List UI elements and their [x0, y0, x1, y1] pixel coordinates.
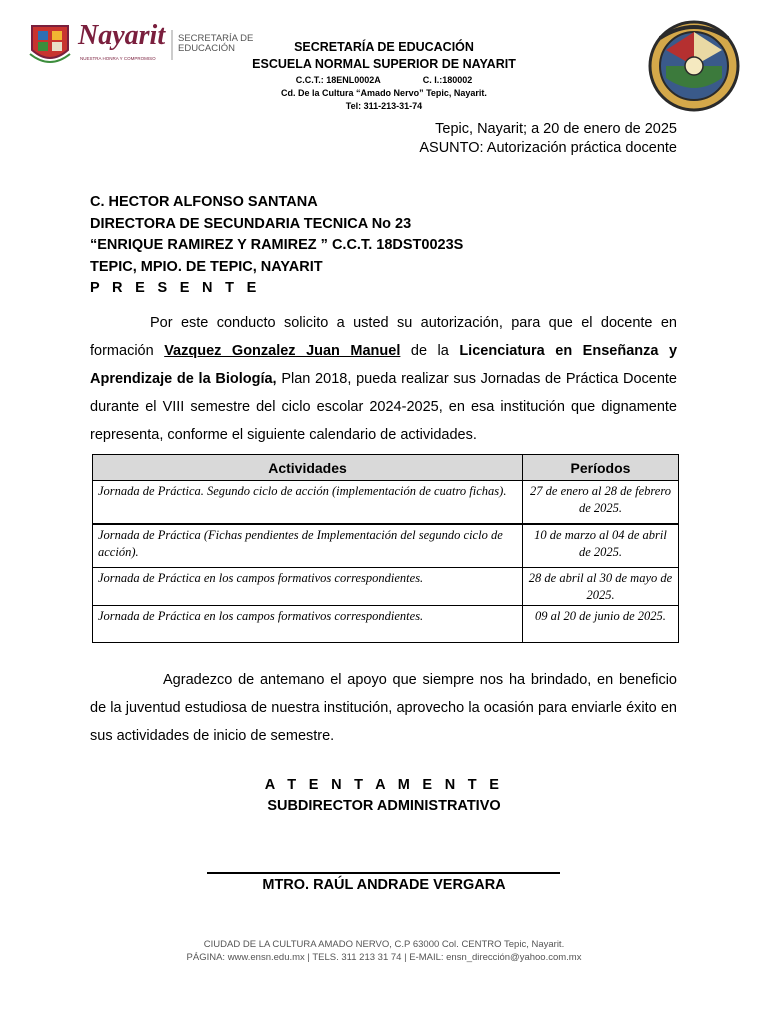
activities-table [92, 454, 679, 643]
activity-cell: Jornada de Práctica en los campos formativos correspondientes. [93, 606, 523, 643]
header-secretaria: SECRETARÍA DE EDUCACIÓN [294, 40, 474, 54]
student-name: Vazquez Gonzalez Juan Manuel [164, 343, 401, 359]
subject-line: ASUNTO: Autorización práctica docente [419, 140, 677, 156]
header-activities: Actividades [93, 455, 523, 481]
recipient-block [90, 192, 463, 300]
period-cell: 27 de enero al 28 de febrero de 2025. [523, 481, 679, 525]
signer-title: SUBDIRECTOR ADMINISTRATIVO [267, 798, 501, 814]
period-cell: 09 al 20 de junio de 2025. [523, 606, 679, 643]
atentamente-label: A T E N T A M E N T E [264, 777, 504, 793]
table-row [93, 524, 679, 568]
table-header-row [93, 455, 679, 481]
nayarit-tagline: NUESTRA HONRA Y COMPROMISO [80, 56, 156, 61]
signature-line [207, 872, 560, 874]
activity-cell: Jornada de Práctica. Segundo ciclo de acción (implementación de cuatro fichas). [93, 481, 523, 525]
recipient-school: “ENRIQUE RAMIREZ Y RAMIREZ ” C.C.T. 18DST0023S [90, 237, 464, 253]
nayarit-wordmark: Nayarit [78, 20, 166, 51]
ci-code: C. I.:180002 [422, 75, 473, 85]
header-school-name: ESCUELA NORMAL SUPERIOR DE NAYARIT [252, 57, 516, 71]
department-label-2: EDUCACIÓN [178, 43, 236, 54]
paragraph-text-2: de la [400, 343, 460, 359]
header-address: Cd. De la Cultura “Amado Nervo” Tepic, Nayarit. [281, 88, 487, 98]
cct-code: C.C.T.: 18ENL0002A [295, 75, 381, 85]
recipient-location: TEPIC, MPIO. DE TEPIC, NAYARIT [90, 258, 323, 275]
header-codes [0, 75, 768, 85]
table-row [93, 606, 679, 643]
header-periods: Períodos [523, 455, 679, 481]
footer-contact: PÁGINA: www.ensn.edu.mx | TELS. 311 213 31 74 | E-MAIL: ensn_dirección@yahoo.com.mx [186, 952, 582, 963]
recipient-name: C. HECTOR ALFONSO SANTANA [90, 194, 318, 210]
footer-address: CIUDAD DE LA CULTURA AMADO NERVO, C.P 63000 Col. CENTRO Tepic, Nayarit. [203, 939, 565, 950]
table-row [93, 568, 679, 606]
thanks-text: Agradezco de antemano el apoyo que siempre nos ha brindado, en beneficio de la juventud estudiosa de nuestra institución, aprovecho la ocasión para enviarle éxito en sus actividades de inicio de semestre. [90, 672, 677, 744]
request-paragraph [90, 309, 677, 449]
department-label-1: SECRETARÍA DE [178, 33, 254, 44]
period-cell: 28 de abril al 30 de mayo de 2025. [523, 568, 679, 606]
place-date: Tepic, Nayarit; a 20 de enero de 2025 [435, 121, 677, 137]
place-date-block [419, 120, 677, 158]
activity-cell: Jornada de Práctica en los campos formativos correspondientes. [93, 568, 523, 606]
presente-label: P R E S E N T E [90, 280, 261, 296]
paragraph-text-3: Plan 2018, pueda realizar sus Jornadas de Práctica Docente durante el VIII semestre del ciclo escolar 2024-2025, en esa institución que dignamente representa, conforme el siguiente calendario de actividades. [90, 371, 677, 443]
recipient-role: DIRECTORA DE SECUNDARIA TECNICA No 23 [90, 215, 412, 232]
period-cell: 10 de marzo al 04 de abril de 2025. [523, 524, 679, 568]
thanks-paragraph [90, 666, 677, 750]
table-row [93, 481, 679, 525]
activity-cell: Jornada de Práctica (Fichas pendientes de Implementación del segundo ciclo de acción). [93, 524, 523, 568]
degree-name: Licenciatura en Enseñanza y Aprendizaje de la Biología, [90, 343, 678, 387]
paragraph-text-1: Por este conducto solicito a usted su autorización, para que el docente en formación [90, 315, 677, 359]
signer-name: MTRO. RAÚL ANDRADE VERGARA [262, 877, 506, 893]
header-phone: Tel: 311-213-31-74 [345, 101, 423, 111]
